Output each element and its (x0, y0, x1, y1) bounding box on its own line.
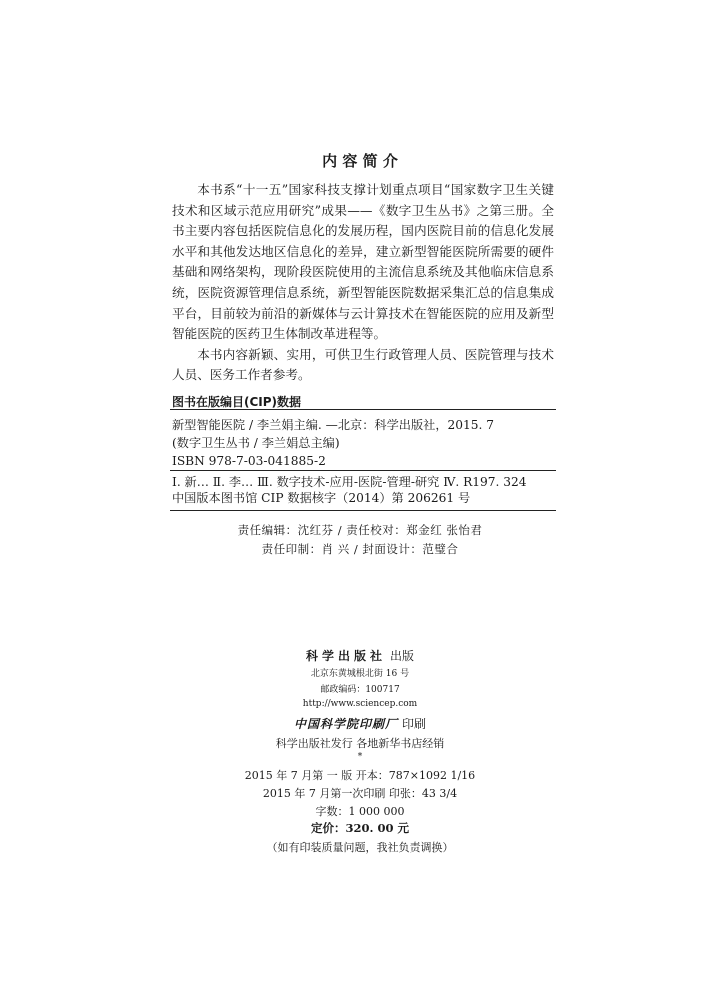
publisher-address: 北京东黄城根北街 16 号 (310, 669, 410, 679)
price-line: 定价：320. 00 元 (310, 821, 410, 835)
intro-paragraph-1: 本书系“十一五”国家科技支撑计划重点项目“国家数字卫生关键技术和区域示范应用研究”成果——《数字卫生丛书》之第三册。全书主要内容包括医院信息化的发展历程，国内医院目前的信息化发展水平和其他发达地区信息化的差异，建立新型智能医院所需要的硬件基础和网络架构，现阶段医院使用的主流信息系统及其他临床信息系统，医院资源管理信息系统，新型智能医院数据采集汇总的信息集成平台，目前较为前沿的新媒体与云计算技术在智能医院的应用及新型智能医院的医药卫生体制改革进程等。 (172, 182, 554, 342)
cip-classification-line: Ⅰ. 新… Ⅱ. 李… Ⅲ. 数字技术-应用-医院-管理-研究 Ⅳ. R197. 324 (172, 475, 527, 489)
credits-editors: 责任编辑：沈红芬 / 责任校对：郑金红 张怡君 (237, 523, 483, 537)
edition-line: 2015 年 7 月第 一 版 开本：787×1092 1/16 (244, 769, 476, 782)
publisher-name: 科学出版社 (305, 649, 386, 663)
cip-series-line: (数字卫生丛书 / 李兰娟总主编) (172, 436, 340, 450)
distribution-line: 科学出版社发行 各地新华书店经销 (275, 737, 445, 750)
cip-divider (170, 470, 556, 471)
intro-title: 内 容 简 介 (322, 152, 398, 170)
publisher-url: http://www.sciencep.com (302, 699, 418, 709)
word-count-line: 字数：1 000 000 (315, 805, 405, 818)
printer-name: 中国科学院印刷厂 (293, 717, 398, 731)
printer-line (0, 713, 720, 732)
cip-title-line: 新型智能医院 / 李兰娟主编. —北京：科学出版社，2015. 7 (172, 418, 495, 432)
intro-paragraph-2: 本书内容新颖、实用，可供卫生行政管理人员、医院管理与技术人员、医务工作者参考。 (172, 346, 554, 383)
publisher-postcode: 邮政编码：100717 (320, 685, 400, 695)
intro-body (172, 180, 554, 386)
publisher-suffix: 出版 (390, 649, 415, 663)
cip-isbn-line: ISBN 978-7-03-041885-2 (172, 454, 326, 468)
cip-record-number: 中国版本图书馆 CIP 数据核字（2014）第 206261 号 (172, 491, 471, 505)
printing-line: 2015 年 7 月第一次印刷 印张：43 3/4 (262, 787, 458, 800)
publisher-line (0, 645, 720, 664)
quality-note: （如有印装质量问题，我社负责调换） (266, 841, 454, 854)
printer-suffix: 印刷 (402, 717, 427, 731)
cip-label: 图书在版编目(CIP)数据 (172, 395, 302, 409)
separator-star: * (357, 752, 363, 762)
credits-production: 责任印制：肖 兴 / 封面设计：范璧合 (261, 542, 459, 556)
